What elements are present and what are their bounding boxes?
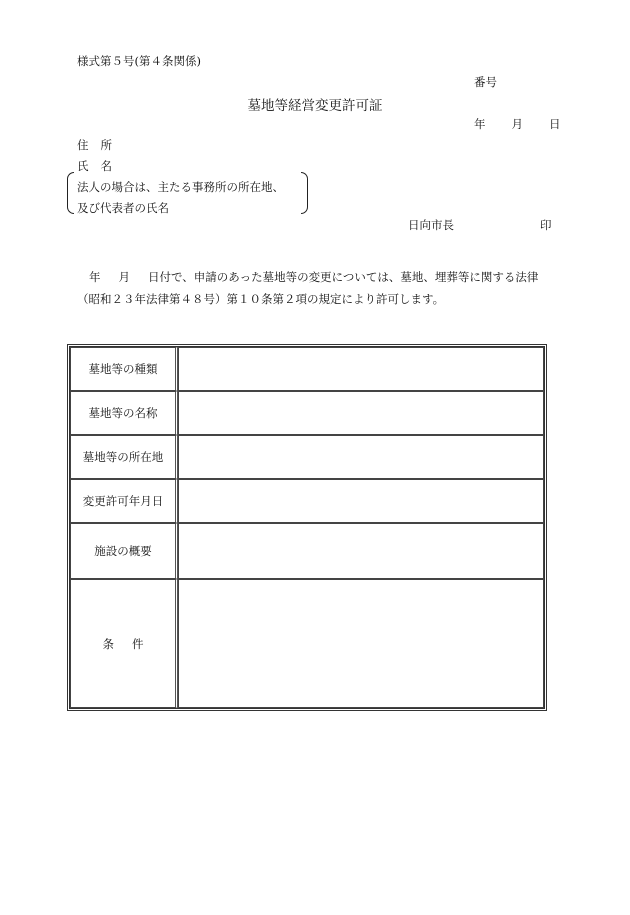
row-value-cemetery-type (178, 347, 544, 391)
table-row (70, 391, 544, 435)
permit-info-table (69, 346, 545, 709)
document-number-label: 番号 (474, 75, 497, 89)
address-label (77, 137, 112, 153)
corporation-note (77, 177, 284, 219)
permit-date-month: 月 (118, 270, 130, 284)
row-value-cemetery-name (178, 391, 544, 435)
address-label-char-2: 所 (100, 138, 112, 152)
table-row (70, 523, 544, 579)
conditions-label-char-1: 条 (102, 636, 114, 651)
row-label-cemetery-type: 墓地等の種類 (70, 347, 178, 391)
name-label-char-1: 氏 (77, 159, 89, 173)
permit-statement-text: 日付で、申請のあった墓地等の変更については、墓地、埋葬等に関する法律（昭和２３年法律第４８号）第１０条第２項の規定により許可します。 (77, 270, 539, 306)
issue-date (474, 116, 561, 132)
row-value-facility-overview (178, 523, 544, 579)
name-label-char-2: 名 (100, 159, 112, 173)
bracket-left (67, 172, 74, 214)
name-label (77, 158, 112, 174)
corporation-note-line-2: 及び代表者の氏名 (77, 201, 169, 215)
row-label-facility-overview: 施設の概要 (70, 523, 178, 579)
form-number: 様式第５号(第４条関係) (77, 54, 201, 68)
row-value-conditions (178, 579, 544, 708)
row-value-change-permit-date (178, 479, 544, 523)
issue-date-day: 日 (549, 117, 561, 131)
bracket-right (301, 172, 308, 214)
table-row (70, 435, 544, 479)
seal-label: 印 (540, 218, 552, 232)
document-title: 墓地等経営変更許可証 (247, 98, 383, 114)
mayor-label: 日向市長 (408, 218, 454, 232)
row-label-change-permit-date: 変更許可年月日 (70, 479, 178, 523)
issue-date-month: 月 (511, 117, 523, 131)
table-row (70, 347, 544, 391)
row-label-conditions (70, 579, 178, 708)
row-label-cemetery-name: 墓地等の名称 (70, 391, 178, 435)
corporation-note-line-1: 法人の場合は、主たる事務所の所在地、 (77, 180, 284, 194)
address-label-char-1: 住 (77, 138, 89, 152)
row-label-cemetery-location: 墓地等の所在地 (70, 435, 178, 479)
table-row (70, 579, 544, 708)
table-row (70, 479, 544, 523)
conditions-label-char-2: 件 (132, 636, 144, 651)
row-value-cemetery-location (178, 435, 544, 479)
permit-statement (77, 266, 557, 310)
permit-date-year: 年 (89, 270, 101, 284)
issue-date-year: 年 (474, 117, 486, 131)
